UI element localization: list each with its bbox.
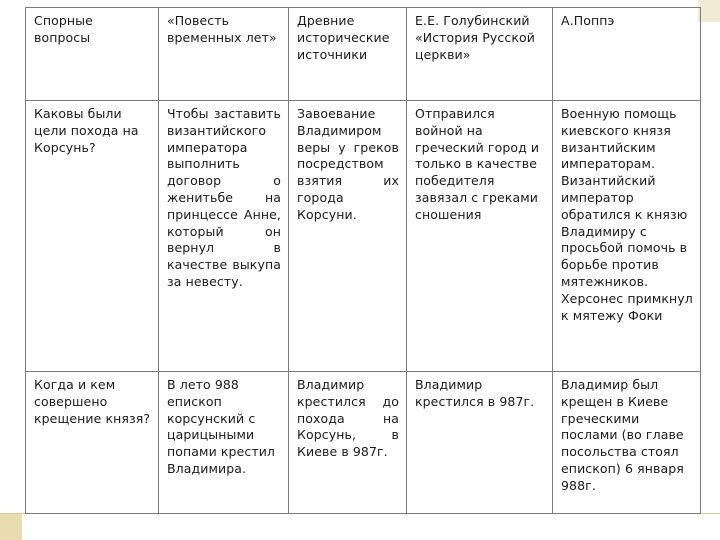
footer-accent-block	[0, 514, 22, 540]
corner-decoration	[698, 0, 720, 22]
table-cell: В лето 988 епископ корсунский с царицыными попами крестил Владимира.	[159, 372, 289, 514]
table-cell: Когда и кем совершено крещение князя?	[26, 372, 159, 514]
table-cell: Владимир крестился в 987г.	[407, 372, 553, 514]
comparison-table	[25, 7, 701, 514]
table-cell: Военную помощь киевского князя византийским императорам. Византийский император обратился к князю Владимиру с просьбой помочь в борьбе против мятежников. Херсонес примкнул к мятежу Фоки	[553, 101, 701, 372]
header-cell-povest: «Повесть временных лет»	[159, 8, 289, 101]
table-cell: Отправился войной на греческий город и только в качестве победителя завязал с греками сношения	[407, 101, 553, 372]
table-row	[26, 101, 701, 372]
header-cell-golubinsky: Е.Е. Голубинский «История Русской церкви»	[407, 8, 553, 101]
header-cell-ancient-sources: Древние исторические источники	[289, 8, 407, 101]
header-cell-questions: Спорные вопросы	[26, 8, 159, 101]
header-cell-poppe: А.Поппэ	[553, 8, 701, 101]
table-cell: Владимир был крещен в Киеве греческими послами (во главе посольства стоял епископ) 6 января 988г.	[553, 372, 701, 514]
table-row	[26, 372, 701, 514]
table-header-row	[26, 8, 701, 101]
table-cell: Каковы были цели похода на Корсунь?	[26, 101, 159, 372]
table-cell: Чтобы заставить византийского императора выполнить договор о женитьбе на принцессе Анне, который он вернул в качестве выкупа за невесту.	[159, 101, 289, 372]
footer-band	[0, 514, 720, 540]
table-cell: Завоевание Владимиром веры у греков посредством взятия их города Корсуни.	[289, 101, 407, 372]
table-cell: Владимир крестился до похода на Корсунь, в Киеве в 987г.	[289, 372, 407, 514]
